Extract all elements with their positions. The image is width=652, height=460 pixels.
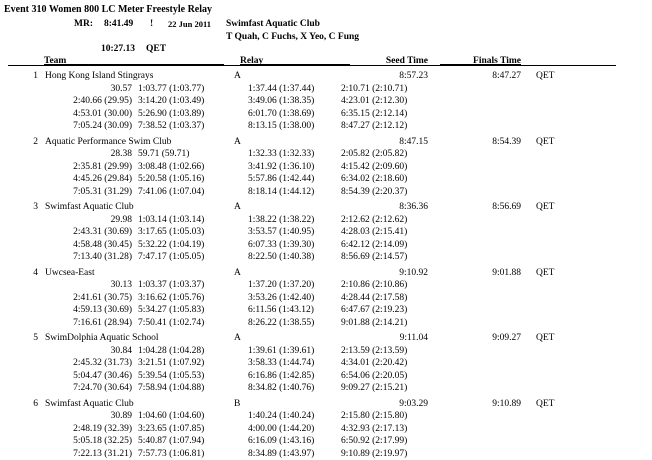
split-time: 4:15.42 (2:09.60) — [341, 161, 408, 172]
split-time: 8:26.22 (1:38.55) — [248, 317, 315, 328]
split-time: 2:10.71 (2:10.71) — [341, 83, 408, 94]
split-time: 2:15.80 (2:15.80) — [341, 411, 408, 421]
team-relay: A — [234, 267, 241, 278]
record-date: 22 Jun 2011 — [168, 19, 211, 29]
split-time: 7:58.94 (1:04.88) — [138, 383, 205, 393]
split-time: 6:54.06 (2:20.05) — [341, 370, 408, 381]
team-finals-time: 8:56.69 — [492, 202, 521, 212]
split-time: 7:16.61 (28.94) — [73, 317, 132, 328]
split-time: 2:13.59 (2:13.59) — [341, 345, 408, 356]
header-rule — [8, 65, 616, 66]
split-time: 4:00.00 (1:44.20) — [248, 423, 315, 434]
split-time: 5:04.47 (30.46) — [73, 370, 132, 381]
split-time: 3:53.26 (1:42.40) — [248, 292, 315, 303]
split-time: 4:34.01 (2:20.42) — [341, 358, 408, 368]
split-time: 6:50.92 (2:17.99) — [341, 436, 408, 446]
split-time: 3:49.06 (1:38.35) — [248, 96, 315, 106]
split-time: 3:17.65 (1:05.03) — [138, 227, 205, 237]
split-time: 6:16.86 (1:42.85) — [248, 370, 315, 381]
split-time: 7:13.40 (31.28) — [73, 252, 132, 262]
split-time: 1:03.77 (1:03.77) — [138, 83, 205, 94]
team-code: QET — [536, 136, 555, 147]
split-time: 29.98 — [110, 214, 132, 225]
team-seed-time: 8:47.15 — [399, 136, 428, 147]
split-time: 4:53.01 (30.00) — [73, 108, 132, 119]
split-time: 4:28.03 (2:15.41) — [341, 227, 408, 237]
split-time: 3:14.20 (1:03.49) — [138, 96, 205, 106]
qualifying-code: QET — [146, 44, 167, 54]
column-finals: Finals Time — [473, 56, 521, 66]
split-time: 2:35.81 (29.99) — [73, 161, 132, 172]
split-time: 5:20.58 (1:05.16) — [138, 174, 205, 184]
team-seed-time: 8:36.36 — [399, 202, 428, 212]
team-finals-time: 9:09.27 — [492, 333, 521, 343]
split-time: 6:42.12 (2:14.09) — [341, 239, 408, 250]
split-time: 7:47.17 (1:05.05) — [138, 252, 205, 262]
split-time: 4:23.01 (2:12.30) — [341, 96, 408, 106]
split-time: 4:32.93 (2:17.13) — [341, 423, 408, 434]
split-time: 2:41.61 (30.75) — [73, 292, 132, 303]
split-time: 4:28.44 (2:17.58) — [341, 292, 408, 303]
column-relay: Relay — [240, 56, 264, 66]
team-name: SwimDolphia Aquatic School — [45, 333, 159, 343]
split-time: 2:05.82 (2:05.82) — [341, 149, 408, 159]
split-time: 1:38.22 (1:38.22) — [248, 214, 315, 225]
split-time: 7:05.24 (30.09) — [73, 121, 132, 131]
split-time: 30.57 — [110, 83, 132, 94]
split-time: 5:05.18 (32.25) — [73, 436, 132, 446]
split-time: 5:57.86 (1:42.44) — [248, 174, 315, 184]
split-time: 30.89 — [110, 411, 132, 421]
split-time: 3:16.62 (1:05.76) — [138, 292, 205, 303]
split-time: 1:03.37 (1:03.37) — [138, 280, 205, 290]
team-name: Aquatic Performance Swim Club — [45, 136, 172, 147]
split-time: 6:35.15 (2:12.14) — [341, 108, 408, 119]
split-time: 5:34.27 (1:05.83) — [138, 305, 205, 315]
split-time: 7:41.06 (1:07.04) — [138, 186, 205, 197]
split-time: 5:26.90 (1:03.89) — [138, 108, 205, 119]
team-relay: A — [234, 202, 241, 212]
split-time: 59.71 (59.71) — [138, 149, 190, 159]
team-seed-time: 9:03.29 — [399, 398, 428, 409]
split-time: 9:09.27 (2:15.21) — [341, 383, 408, 393]
split-time: 2:12.62 (2:12.62) — [341, 214, 408, 225]
split-time: 8:34.89 (1:43.97) — [248, 448, 315, 459]
team-code: QET — [536, 71, 555, 81]
record-label: MR: — [74, 19, 93, 29]
record-flag: ! — [150, 19, 154, 29]
team-place: 6 — [33, 398, 38, 409]
team-relay: A — [234, 136, 241, 147]
split-time: 2:10.86 (2:10.86) — [341, 280, 408, 290]
split-time: 3:21.51 (1:07.92) — [138, 358, 205, 368]
team-finals-time: 9:01.88 — [492, 267, 521, 278]
split-time: 6:47.67 (2:19.23) — [341, 305, 408, 315]
split-time: 1:04.60 (1:04.60) — [138, 411, 205, 421]
split-time: 2:48.19 (32.39) — [73, 423, 132, 434]
team-name: Swimfast Aquatic Club — [45, 398, 134, 409]
team-relay: A — [234, 333, 241, 343]
split-time: 8:56.69 (2:14.57) — [341, 252, 408, 262]
team-name: Hong Kong Island Stingrays — [45, 71, 154, 81]
team-relay: A — [234, 71, 241, 81]
team-relay: B — [234, 398, 241, 409]
split-time: 6:16.09 (1:43.16) — [248, 436, 315, 446]
split-time: 3:53.57 (1:40.95) — [248, 227, 315, 237]
split-time: 7:57.73 (1:06.81) — [138, 448, 205, 459]
record-swimmers: T Quah, C Fuchs, X Yeo, C Fung — [226, 32, 360, 42]
split-time: 3:08.48 (1:02.66) — [138, 161, 205, 172]
split-time: 4:45.26 (29.84) — [73, 174, 132, 184]
split-time: 7:38.52 (1:03.37) — [138, 121, 205, 131]
split-time: 8:22.50 (1:40.38) — [248, 252, 315, 262]
team-finals-time: 8:54.39 — [492, 136, 521, 147]
team-place: 1 — [33, 71, 38, 81]
team-finals-time: 8:47.27 — [492, 71, 521, 81]
team-place: 2 — [33, 136, 38, 147]
column-seed: Seed Time — [385, 56, 428, 66]
team-code: QET — [536, 267, 555, 278]
team-code: QET — [536, 333, 555, 343]
team-name: Swimfast Aquatic Club — [45, 202, 134, 212]
team-seed-time: 9:11.04 — [399, 333, 428, 343]
team-seed-time: 8:57.23 — [399, 71, 428, 81]
split-time: 5:32.22 (1:04.19) — [138, 239, 205, 250]
team-code: QET — [536, 398, 555, 409]
split-time: 6:07.33 (1:39.30) — [248, 239, 315, 250]
split-time: 4:58.48 (30.45) — [73, 239, 132, 250]
split-time: 5:40.87 (1:07.94) — [138, 436, 205, 446]
team-place: 4 — [33, 267, 38, 278]
split-time: 3:23.65 (1:07.85) — [138, 423, 205, 434]
split-time: 1:03.14 (1:03.14) — [138, 214, 205, 225]
split-time: 7:24.70 (30.64) — [73, 383, 132, 393]
split-time: 1:37.20 (1:37.20) — [248, 280, 315, 290]
team-code: QET — [536, 202, 555, 212]
split-time: 5:39.54 (1:05.53) — [138, 370, 205, 381]
record-club: Swimfast Aquatic Club — [226, 19, 320, 29]
split-time: 28.38 — [110, 149, 132, 159]
team-place: 5 — [33, 333, 38, 343]
split-time: 7:22.13 (31.21) — [73, 448, 132, 459]
split-time: 6:01.70 (1:38.69) — [248, 108, 315, 119]
split-time: 8:18.14 (1:44.12) — [248, 186, 315, 197]
record-time: 8:41.49 — [104, 19, 134, 29]
split-time: 4:59.13 (30.69) — [73, 305, 132, 315]
event-title: Event 310 Women 800 LC Meter Freestyle Relay — [4, 4, 213, 15]
split-time: 8:34.82 (1:40.76) — [248, 383, 315, 393]
split-time: 3:41.92 (1:36.10) — [248, 161, 315, 172]
split-time: 6:34.02 (2:18.60) — [341, 174, 408, 184]
team-seed-time: 9:10.92 — [399, 267, 428, 278]
qualifying-time: 10:27.13 — [101, 44, 136, 54]
split-time: 3:58.33 (1:44.74) — [248, 358, 315, 368]
split-time: 1:32.33 (1:32.33) — [248, 149, 315, 159]
column-team: Team — [44, 56, 67, 66]
split-time: 1:40.24 (1:40.24) — [248, 411, 315, 421]
split-time: 7:05.31 (31.29) — [73, 186, 132, 197]
split-time: 1:04.28 (1:04.28) — [138, 345, 205, 356]
team-finals-time: 9:10.89 — [492, 398, 521, 409]
split-time: 1:39.61 (1:39.61) — [248, 345, 315, 356]
split-time: 6:11.56 (1:43.12) — [248, 305, 314, 315]
split-time: 2:45.32 (31.73) — [73, 358, 132, 368]
split-time: 30.13 — [110, 280, 132, 290]
split-time: 9:10.89 (2:19.97) — [341, 448, 408, 459]
split-time: 8:54.39 (2:20.37) — [341, 186, 408, 197]
split-time: 8:47.27 (2:12.12) — [341, 121, 408, 131]
split-time: 8:13.15 (1:38.00) — [248, 121, 315, 131]
split-time: 30.84 — [110, 345, 132, 356]
team-name: Uwcsea-East — [45, 267, 95, 278]
split-time: 2:43.31 (30.69) — [73, 227, 132, 237]
split-time: 7:50.41 (1:02.74) — [138, 317, 205, 328]
split-time: 1:37.44 (1:37.44) — [248, 83, 315, 94]
team-place: 3 — [33, 202, 38, 212]
split-time: 2:40.66 (29.95) — [73, 96, 132, 106]
split-time: 9:01.88 (2:14.21) — [341, 317, 408, 328]
